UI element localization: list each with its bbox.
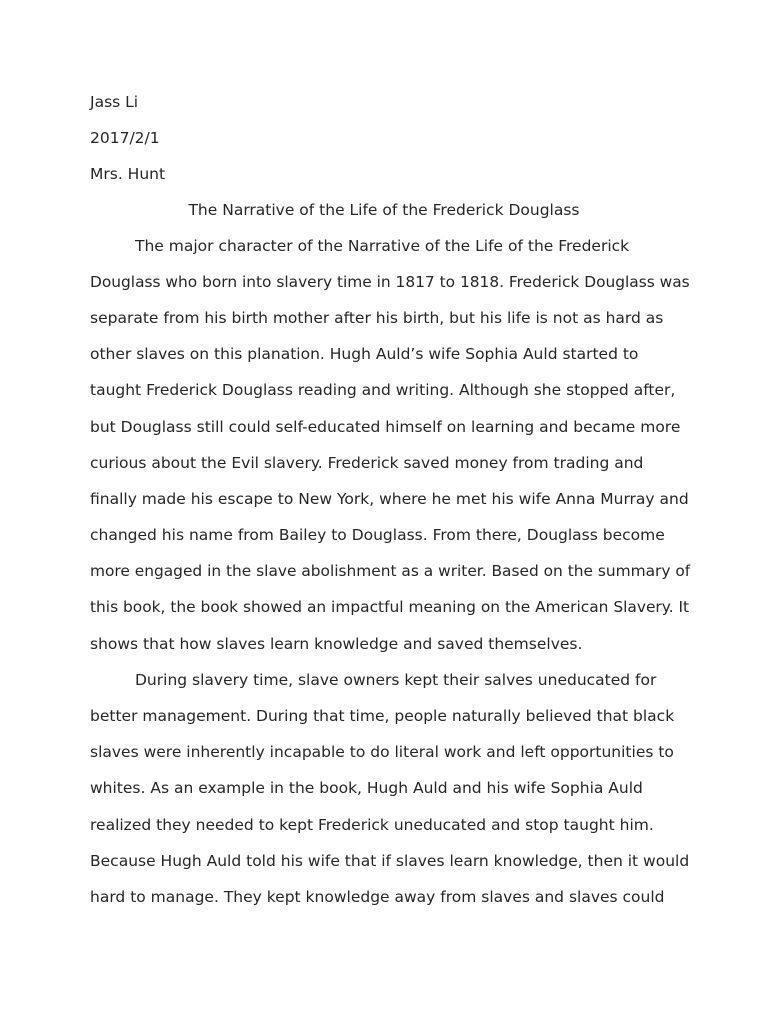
paragraph-2-line-2: better management. During that time, people naturally believed that black <box>90 707 675 725</box>
author-name: Jass Li <box>90 93 139 111</box>
paragraph-1-line-7: curious about the Evil slavery. Frederick saved money from trading and <box>90 454 644 472</box>
paragraph-2-line-5: realized they needed to kept Frederick uneducated and stop taught him. <box>90 816 654 834</box>
paragraph-1-line-10: more engaged in the slave abolishment as a writer. Based on the summary of <box>90 562 691 580</box>
paragraph-2-line-1: During slavery time, slave owners kept their salves uneducated for <box>135 671 657 689</box>
paragraph-1-line-5: taught Frederick Douglass reading and writing. Although she stopped after, <box>90 381 676 399</box>
paragraph-2-line-4: whites. As an example in the book, Hugh Auld and his wife Sophia Auld <box>90 779 643 797</box>
paragraph-1-line-2: Douglass who born into slavery time in 1817 to 1818. Frederick Douglass was <box>90 273 690 291</box>
paragraph-1-line-12: shows that how slaves learn knowledge and saved themselves. <box>90 635 583 653</box>
paragraph-1-line-9: changed his name from Bailey to Douglass. From there, Douglass become <box>90 526 665 544</box>
paragraph-1-line-6: but Douglass still could self-educated himself on learning and became more <box>90 418 681 436</box>
paragraph-1-line-1: The major character of the Narrative of the Life of the Frederick <box>135 237 630 255</box>
paragraph-2-line-6: Because Hugh Auld told his wife that if slaves learn knowledge, then it would <box>90 852 690 870</box>
essay-date: 2017/2/1 <box>90 129 160 147</box>
paragraph-1-line-3: separate from his birth mother after his birth, but his life is not as hard as <box>90 309 664 327</box>
paragraph-1-line-11: this book, the book showed an impactful meaning on the American Slavery. It <box>90 598 690 616</box>
teacher-name: Mrs. Hunt <box>90 165 166 183</box>
essay-title: The Narrative of the Life of the Frederick Douglass <box>188 201 580 219</box>
paragraph-1-line-4: other slaves on this planation. Hugh Auld’s wife Sophia Auld started to <box>90 345 639 363</box>
paragraph-2-line-7: hard to manage. They kept knowledge away from slaves and slaves could <box>90 888 665 906</box>
paragraph-1-line-8: finally made his escape to New York, where he met his wife Anna Murray and <box>90 490 689 508</box>
paragraph-2-line-3: slaves were inherently incapable to do literal work and left opportunities to <box>90 743 674 761</box>
